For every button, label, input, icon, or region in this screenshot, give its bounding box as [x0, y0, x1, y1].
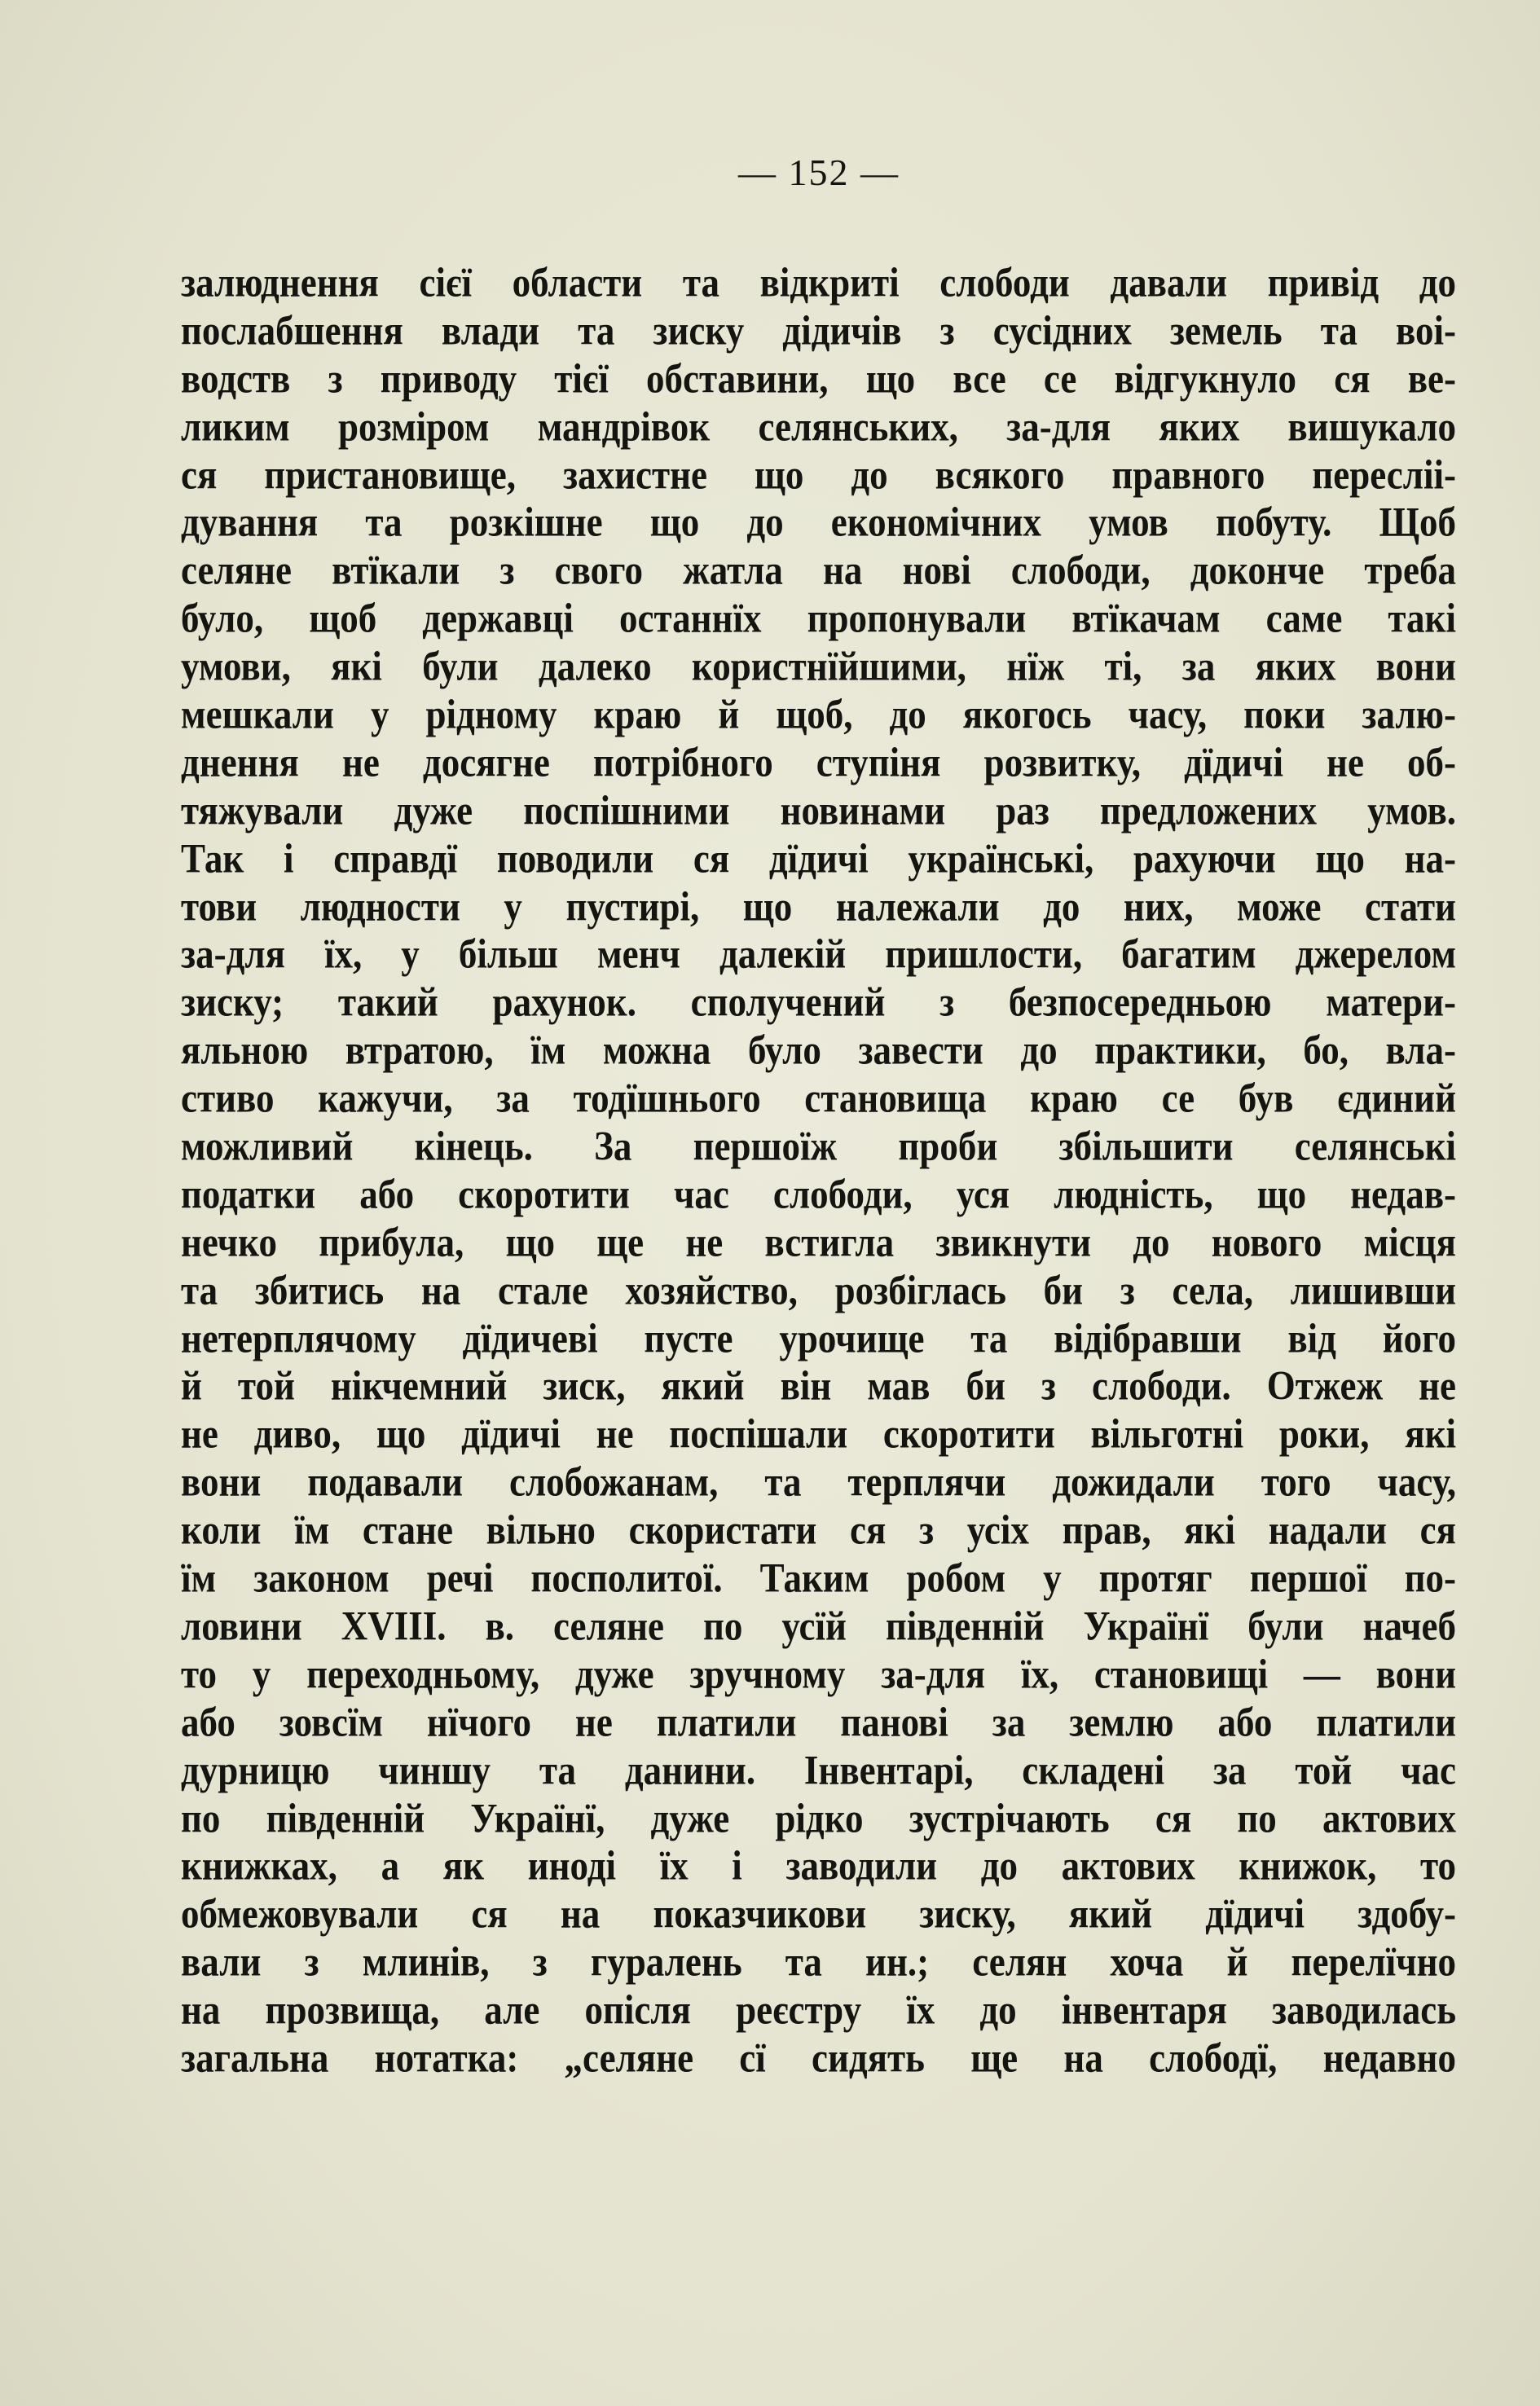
text-line: умови, які були далеко користнїйшими, нїж ті, за яких вони [181, 644, 1456, 690]
text-line: яльною втратою, їм можна було завести до практики, бо, вла- [181, 1027, 1456, 1074]
text-line: за-для їх, у більш менч далекій пришлости, багатим джерелом [181, 931, 1456, 978]
text-line: нечко прибула, що ще не встигла звикнути до нового місця [181, 1219, 1456, 1265]
text-line: по південній Українї, дуже рідко зустрічають ся по актових [181, 1795, 1456, 1841]
text-line: книжках, а як иноді їх і заводили до актових книжок, то [181, 1843, 1456, 1889]
text-line: нетерплячому дїдичеві пусте урочище та відібравши від його [181, 1315, 1456, 1361]
text-line: й той нікчемний зиск, який він мав би з слободи. Отжеж не [181, 1363, 1456, 1410]
text-line: податки або скоротити час слободи, уся людність, що недав- [181, 1171, 1456, 1217]
text-line: дування та розкішне що до економічних умов побуту. Щоб [181, 499, 1456, 546]
page-number: — 152 — [738, 152, 900, 193]
text-line: тови людности у пустирі, що належали до них, може стати [181, 883, 1456, 930]
text-line: водств з приводу тієї обставини, що все се відгукнуло ся ве- [181, 355, 1456, 402]
text-line: їм законом речі посполитої. Таким робом у протяг першої по- [181, 1555, 1456, 1601]
text-line: та збитись на стале хозяйство, розбіглась би з села, лишивши [181, 1267, 1456, 1313]
text-line: дурницю чиншу та данини. Інвентарі, складені за той час [181, 1747, 1456, 1793]
text-line: Так і справдї поводили ся дїдичі українські, рахуючи що на- [181, 835, 1456, 882]
text-line: можливий кінець. За першоїж проби збільшити селянські [181, 1123, 1456, 1169]
text-line: то у переходньому, дуже зручному за-для їх, становищі — вони [181, 1651, 1456, 1697]
text-line: днення не досягне потрібного ступіня розвитку, дїдичі не об- [181, 739, 1456, 785]
text-line: стиво кажучи, за тодїшнього становища краю се був єдиний [181, 1075, 1456, 1122]
text-line: ликим розміром мандрівок селянських, за-для яких вишукало [181, 403, 1456, 450]
text-line: зиску; такий рахунок. сполучений з безпосередньою матери- [181, 979, 1456, 1026]
text-line: загальна нотатка: „селяне сї сидять ще на слободї, недавно [181, 2034, 1456, 2081]
text-line: мешкали у рідному краю й щоб, до якогось часу, поки залю- [181, 691, 1456, 737]
text-line: тяжували дуже поспішними новинами раз предложених умов. [181, 787, 1456, 834]
text-line: не диво, що дїдичі не поспішали скоротити вільготні роки, які [181, 1411, 1456, 1458]
text-line: ся пристановище, захистне що до всякого правного пересліі- [181, 451, 1456, 498]
text-line: коли їм стане вільно скористати ся з усіх прав, які надали ся [181, 1507, 1456, 1554]
body-text [181, 259, 1456, 2083]
text-line: залюднення сієї области та відкриті слободи давали привід до [181, 259, 1456, 306]
text-line: на прозвища, але опісля реєстру їх до інвентаря заводилась [181, 1987, 1456, 2034]
text-line: або зовсїм нїчого не платили панові за землю або платили [181, 1699, 1456, 1745]
text-line: обмежовували ся на показчикови зиску, який дїдичі здобу- [181, 1891, 1456, 1938]
text-line: вони подавали слобожанам, та терплячи дожидали того часу, [181, 1459, 1456, 1506]
text-line: було, щоб державці останнїх пропонували втїкачам саме такі [181, 596, 1456, 642]
text-line: вали з млинів, з гуралень та ин.; селян хоча й перелїчно [181, 1939, 1456, 1986]
text-line: послабшення влади та зиску дідичів з сусідних земель та воі- [181, 307, 1456, 354]
text-line: ловини XVIII. в. селяне по усїй південній Українї були начеб [181, 1603, 1456, 1649]
text-line: селяне втїкали з свого жатла на нові слободи, доконче треба [181, 548, 1456, 594]
